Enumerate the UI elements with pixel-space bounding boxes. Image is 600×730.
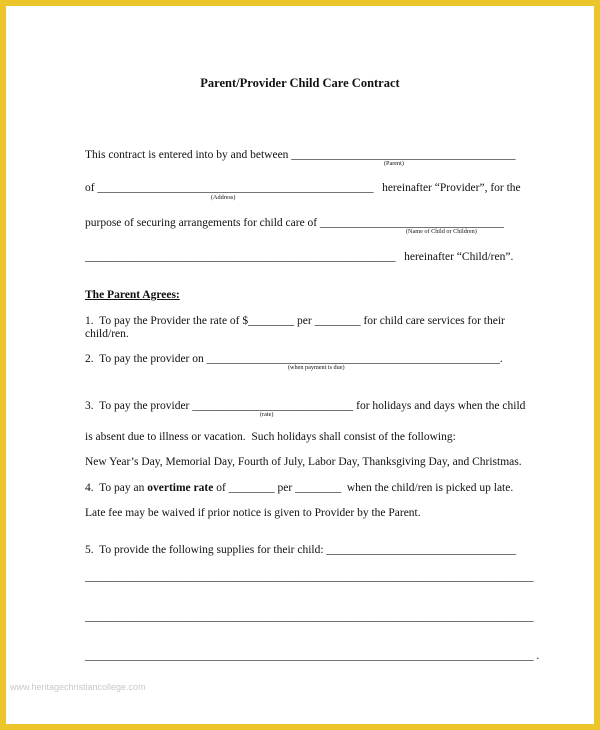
supplies-blank-line-2: ______________________________________________________________________________ xyxy=(85,611,534,623)
overtime-rate-term: overtime rate xyxy=(147,482,214,494)
parent-caption: (Parent) xyxy=(384,160,404,167)
watermark-text: www.heritagechristiancollege.com xyxy=(10,682,146,692)
supplies-blank-line-1: ______________________________________________________________________________ xyxy=(85,571,534,583)
child-care-purpose-line: purpose of securing arrangements for child care of ________________________________ xyxy=(85,217,505,229)
clause-4-prefix: 4. To pay an xyxy=(85,482,148,494)
child-name-caption: (Name of Child or Children) xyxy=(406,228,477,235)
parent-agrees-heading: The Parent Agrees: xyxy=(85,289,180,301)
clause-3-holidays: New Year’s Day, Memorial Day, Fourth of July, Labor Day, Thanksgiving Day, and Christmas. xyxy=(85,456,522,468)
clause-5-line: 5. To provide the following supplies for their child: _________________________________ xyxy=(85,544,517,556)
address-caption: (Address) xyxy=(211,194,236,201)
page-title: Parent/Provider Child Care Contract xyxy=(200,76,400,90)
contract-parties-line: This contract is entered into by and between _______________________________________ xyxy=(85,149,516,161)
clause-4-suffix: of ________ per ________ when the child/ren is picked up late. xyxy=(213,482,514,494)
document-page xyxy=(6,6,594,724)
clause-1-line-2: child/ren. xyxy=(85,328,129,340)
clause-1-line-1: 1. To pay the Provider the rate of $________ per ________ for child care services for their xyxy=(85,315,505,327)
clause-2-line: 2. To pay the provider on ___________________________________________________. xyxy=(85,353,503,365)
clause-3-line-2: is absent due to illness or vacation. Such holidays shall consist of the following: xyxy=(85,431,456,443)
clause-4-line-2: Late fee may be waived if prior notice is given to Provider by the Parent. xyxy=(85,507,421,519)
rate-caption: (rate) xyxy=(260,411,274,418)
child-designation-line: ______________________________________________________ hereinafter “Child/ren”. xyxy=(85,251,514,263)
payment-due-caption: (when payment is due) xyxy=(288,364,345,371)
clause-3-line-1: 3. To pay the provider ____________________________ for holidays and days when the child xyxy=(85,400,526,412)
supplies-blank-line-3: ______________________________________________________________________________ . xyxy=(85,650,540,662)
clause-4-line-1 xyxy=(85,481,513,495)
provider-address-line: of ________________________________________________ hereinafter “Provider”, for the xyxy=(85,182,521,194)
